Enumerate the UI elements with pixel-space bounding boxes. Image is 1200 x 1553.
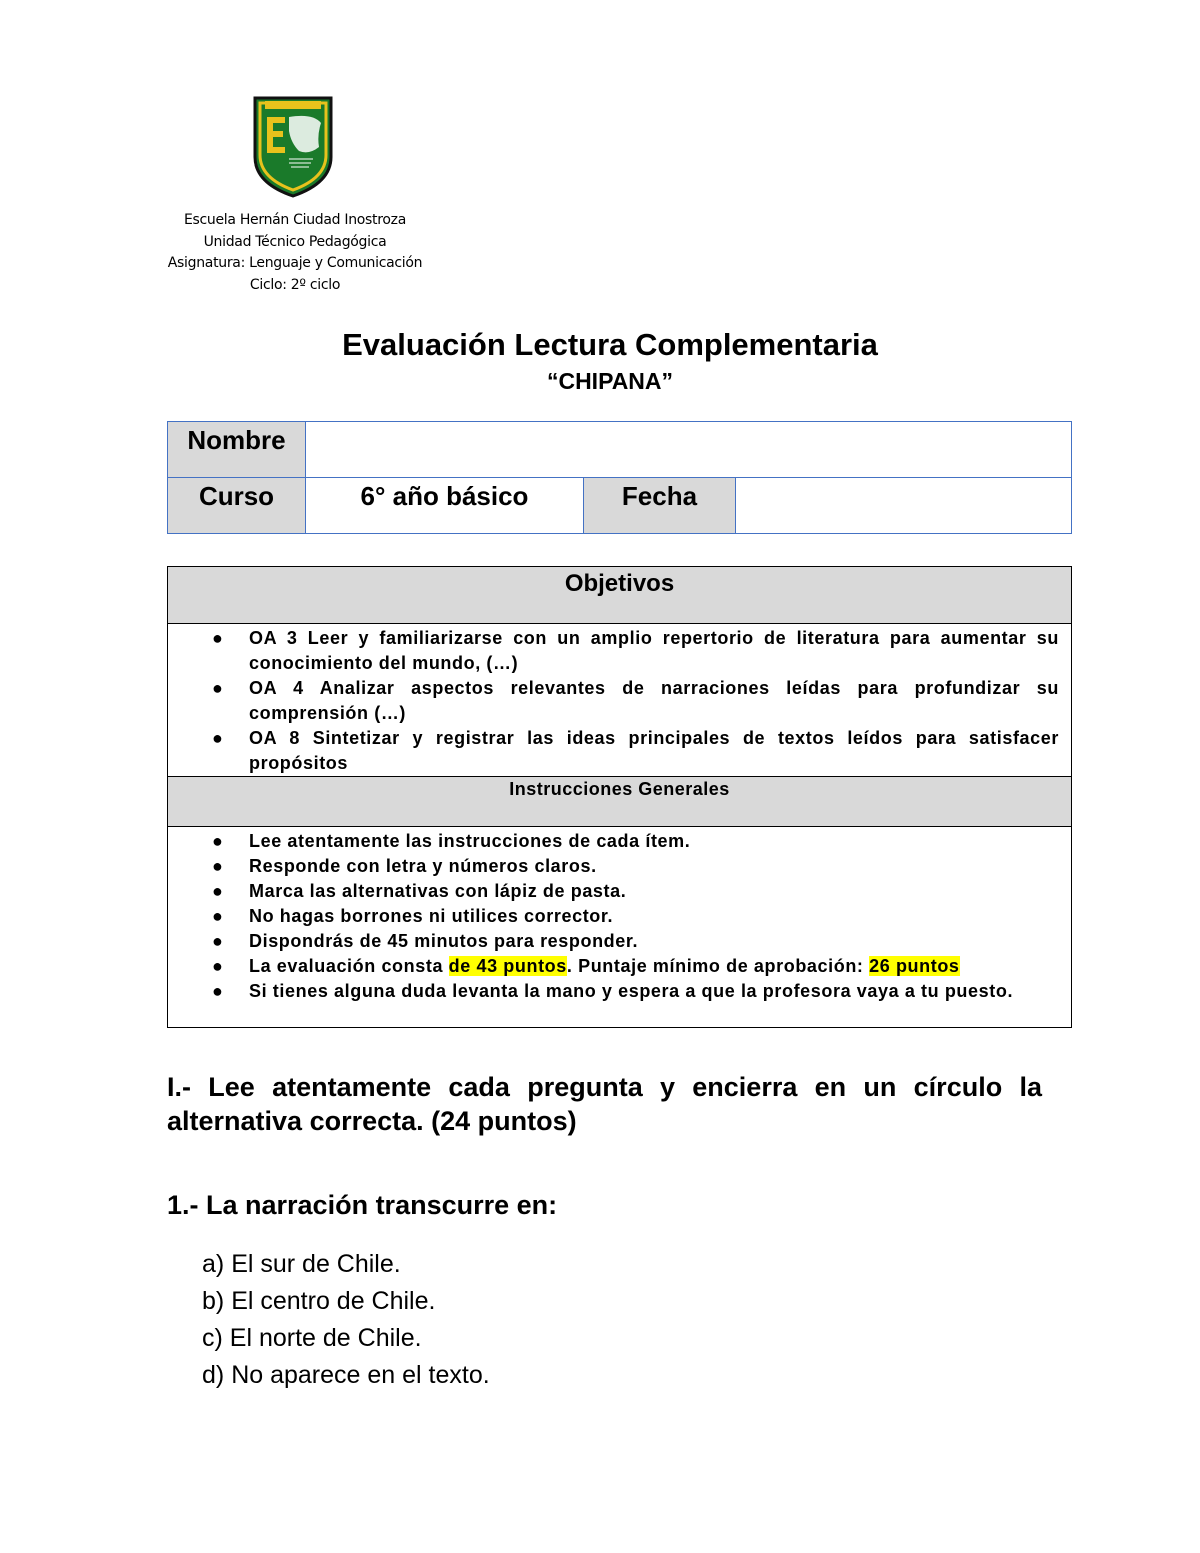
school-info <box>150 210 440 296</box>
school-crest-logo <box>251 95 335 199</box>
section-1-heading: I.- Lee atentamente cada pregunta y encierra en un círculo la alternativa correcta. (24 puntos) <box>167 1072 1042 1136</box>
bullet-icon: ● <box>212 728 224 748</box>
list-item: ● Marca las alternativas con lápiz de pasta. <box>168 879 1071 904</box>
points-item: ● La evaluación consta de 43 puntos. Puntaje mínimo de aprobación: 26 puntos <box>168 954 1071 979</box>
bullet-icon: ● <box>212 956 224 976</box>
unit-name: Unidad Técnico Pedagógica <box>203 233 387 250</box>
list-item: ● OA 8 Sintetizar y registrar las ideas principales de textos leídos para satisfacer propósitos <box>212 728 1059 773</box>
objectives-heading: Objetivos <box>168 567 1072 624</box>
option-b[interactable]: b) El centro de Chile. <box>202 1287 436 1315</box>
option-a[interactable]: a) El sur de Chile. <box>202 1250 401 1278</box>
page-title: Evaluación Lectura Complementaria <box>342 327 878 362</box>
list-item: ● Dispondrás de 45 minutos para responder. <box>168 929 1071 954</box>
instructions-heading: Instrucciones Generales <box>168 777 1072 827</box>
curso-value: 6° año básico <box>306 478 584 534</box>
page-subtitle: “CHIPANA” <box>546 368 674 394</box>
total-points-highlight: de 43 puntos <box>448 956 567 976</box>
school-name: Escuela Hernán Ciudad Inostroza <box>183 212 406 228</box>
objectives-table <box>167 566 1072 1028</box>
bullet-icon: ● <box>212 628 224 648</box>
list-item: ● OA 4 Analizar aspectos relevantes de narraciones leídas para profundizar su comprensión (…) <box>212 678 1059 723</box>
passing-points-highlight: 26 puntos <box>869 956 960 976</box>
bullet-icon: ● <box>212 881 224 901</box>
instructions-list <box>168 829 1071 1004</box>
cycle: Ciclo: 2º ciclo <box>249 276 341 293</box>
bullet-icon: ● <box>212 831 224 851</box>
option-c[interactable]: c) El norte de Chile. <box>202 1324 422 1352</box>
question-1-options <box>202 1246 490 1394</box>
subject: Asignatura: Lenguaje y Comunicación <box>167 255 423 271</box>
list-item: ● Si tienes alguna duda levanta la mano y espera a que la profesora vaya a tu puesto. <box>168 979 1071 1004</box>
objectives-list <box>168 626 1071 776</box>
list-item: ● Responde con letra y números claros. <box>168 854 1071 879</box>
bullet-icon: ● <box>212 856 224 876</box>
curso-label: Curso <box>168 478 306 534</box>
nombre-label: Nombre <box>168 422 306 478</box>
list-item: ● OA 3 Leer y familiarizarse con un amplio repertorio de literatura para aumentar su conocimiento del mundo, (…) <box>212 628 1059 673</box>
bullet-icon: ● <box>212 906 224 926</box>
fecha-field[interactable] <box>736 478 1072 534</box>
bullet-icon: ● <box>212 981 224 1001</box>
bullet-icon: ● <box>212 678 224 698</box>
bullet-icon: ● <box>212 931 224 951</box>
nombre-field[interactable] <box>306 422 1072 478</box>
fecha-label: Fecha <box>584 478 736 534</box>
student-info-table <box>167 421 1072 534</box>
question-1: 1.- La narración transcurre en: <box>167 1190 558 1220</box>
list-item: ● No hagas borrones ni utilices corrector. <box>168 904 1071 929</box>
list-item: ● Lee atentamente las instrucciones de cada ítem. <box>168 829 1071 854</box>
option-d[interactable]: d) No aparece en el texto. <box>202 1361 490 1389</box>
